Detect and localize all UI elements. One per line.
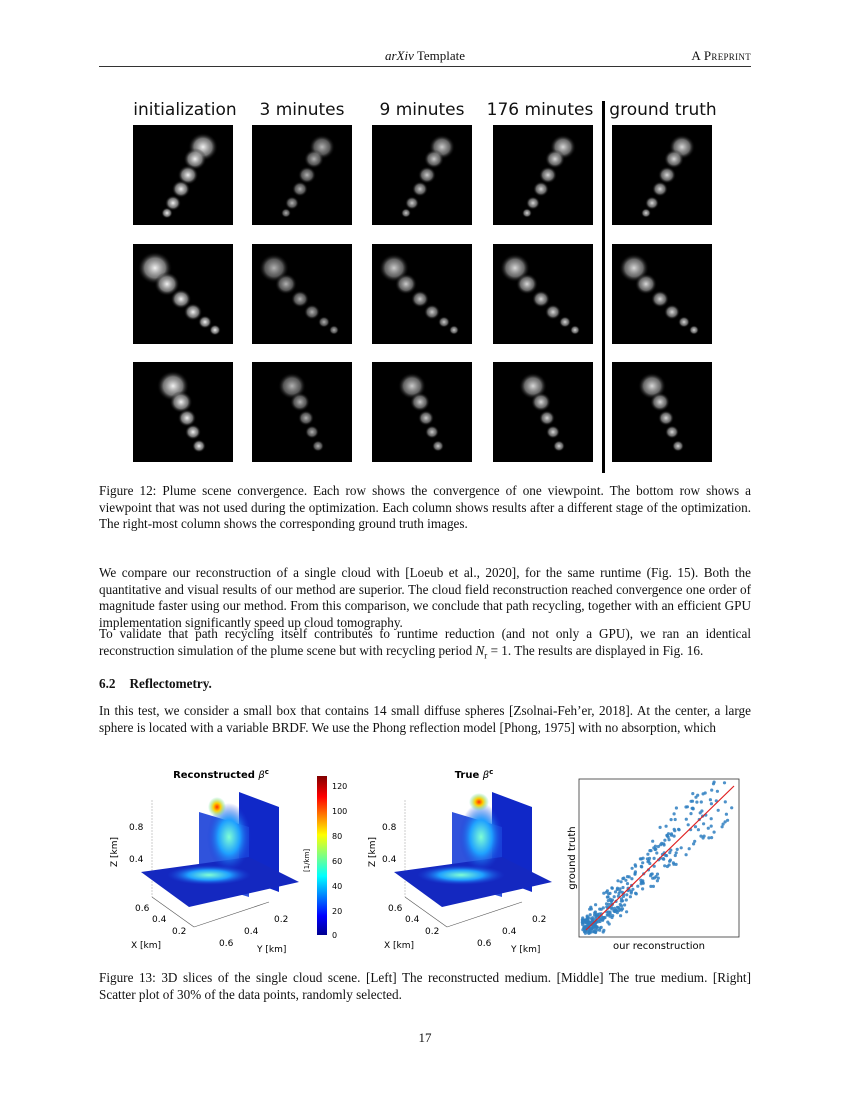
scatter-point	[695, 801, 698, 804]
scatter-point	[593, 930, 596, 933]
scatter-point	[629, 895, 632, 898]
scatter-point	[689, 812, 692, 815]
scatter-point	[639, 879, 642, 882]
column-title-176-minutes: 176 minutes	[486, 100, 594, 120]
scatter-point	[675, 863, 678, 866]
figure-13	[99, 762, 751, 962]
scatter-point	[636, 885, 639, 888]
scatter-point	[723, 781, 726, 784]
scatter-point	[696, 794, 699, 797]
mid-x-tick-0.2: 0.2	[425, 927, 440, 937]
plume-image-r1-c2	[252, 125, 352, 225]
scatter-point	[655, 851, 658, 854]
scatter-point	[640, 865, 643, 868]
paragraph-reflectometry: In this test, we consider a small box that contains 14 small diffuse spheres [Zsolnai-Feh’er, 2018]. At the center, a large sphere is located with a variable BRDF. We use the Phong reflection model [Phong, 1975] with no absorption, which	[99, 703, 751, 735]
scatter-point	[651, 877, 654, 880]
scatter-point	[691, 807, 694, 810]
scatter-point	[710, 789, 713, 792]
y-axis-label: Y [km]	[257, 945, 287, 955]
scatter-point	[602, 906, 605, 909]
figure-12	[125, 95, 725, 475]
scatter-point	[657, 877, 660, 880]
scatter-point	[608, 892, 611, 895]
true-3d-slices	[368, 768, 552, 955]
scatter-point	[605, 891, 608, 894]
mid-x-tick-0.4: 0.4	[405, 915, 420, 925]
scatter-point	[589, 913, 592, 916]
z-tick-0.8: 0.8	[129, 823, 144, 833]
plume-image-r2-c1	[133, 244, 233, 344]
scatter-point	[649, 874, 652, 877]
scatter-point	[614, 890, 617, 893]
scatter-point	[678, 828, 681, 831]
scatter-point	[621, 877, 624, 880]
column-title-ground-truth: ground truth	[609, 100, 717, 120]
scatter-point	[730, 806, 733, 809]
scatter-point	[634, 870, 637, 873]
scatter-point	[699, 835, 702, 838]
scatter-point	[670, 832, 673, 835]
scatter-point	[641, 887, 644, 890]
scatter-point	[641, 861, 644, 864]
scatter-point	[726, 819, 729, 822]
scatter-point	[659, 826, 662, 829]
scatter-point	[649, 885, 652, 888]
plume-image-r1-c5	[612, 125, 712, 225]
scatter-point	[603, 916, 606, 919]
scatter-point	[669, 859, 672, 862]
plume-image-r1-c4	[493, 125, 593, 225]
scatter-point	[616, 906, 619, 909]
scatter-point	[631, 888, 634, 891]
x-tick-0.2: 0.2	[172, 927, 187, 937]
scatter-point	[702, 822, 705, 825]
colorbar-tick-80: 80	[332, 832, 343, 841]
x-axis-label: X [km]	[131, 941, 162, 951]
column-title-initialization: initialization	[133, 100, 237, 120]
scatter-point	[673, 812, 676, 815]
scatter-point	[687, 823, 690, 826]
scatter-point	[630, 877, 633, 880]
plume-image-r3-c2	[252, 362, 352, 462]
middle-plot-title: True $\beta^c$	[454, 768, 494, 781]
scatter-point	[595, 925, 598, 928]
header-title: arXiv Template	[384, 48, 466, 63]
scatter-point	[625, 898, 628, 901]
mid-y-tick-0.2: 0.2	[532, 915, 547, 925]
plume-image-r3-c3	[372, 362, 472, 462]
scatter-point	[697, 828, 700, 831]
scatter-point	[600, 926, 603, 929]
scatter-point	[666, 834, 669, 837]
scatter-point	[634, 865, 637, 868]
scatter-point	[648, 849, 651, 852]
scatter-point	[676, 848, 679, 851]
header-preprint-label: A Preprint	[691, 48, 751, 63]
scatter-point	[675, 806, 678, 809]
scatter-point	[717, 809, 720, 812]
scatter-point	[724, 800, 727, 803]
scatter-point	[623, 903, 626, 906]
column-divider	[602, 101, 605, 473]
colorbar	[303, 776, 347, 940]
scatter-point	[646, 853, 649, 856]
scatter-point	[625, 910, 628, 913]
scatter-point	[639, 857, 642, 860]
scatter-point	[663, 864, 666, 867]
scatter-point	[673, 829, 676, 832]
scatter-point	[680, 846, 683, 849]
scatter-point	[642, 857, 645, 860]
scatter-point	[616, 879, 619, 882]
scatter-point	[700, 800, 703, 803]
scatter-point	[670, 818, 673, 821]
scatter-point	[621, 886, 624, 889]
scatter-point	[674, 818, 677, 821]
scatter-point	[626, 875, 629, 878]
scatter-y-label: ground truth	[567, 826, 578, 890]
paragraph-recycling: To validate that path recycling itself contributes to runtime reduction (and not only a GPU), we ran an identical reconstruction simulation of the plume scene but with recycling period $N_r = 1$. The results are displayed in Fig. 16.	[99, 626, 751, 661]
mid-y-tick-0.4: 0.4	[502, 927, 517, 937]
scatter-point	[626, 882, 629, 885]
scatter-point	[707, 836, 710, 839]
scatter-point	[651, 840, 654, 843]
scatter-point	[713, 831, 716, 834]
colorbar-tick-100: 100	[332, 807, 348, 816]
scatter-point	[594, 903, 597, 906]
scatter-point	[685, 818, 688, 821]
z-tick-0.4: 0.4	[129, 855, 144, 865]
scatter-point	[606, 896, 609, 899]
y-tick-0.2: 0.2	[274, 915, 289, 925]
mid-z-tick-0.8: 0.8	[382, 823, 397, 833]
scatter-point	[582, 920, 585, 923]
colorbar-tick-120: 120	[332, 782, 348, 791]
scatter-point	[722, 823, 725, 826]
plume-image-r3-c4	[493, 362, 593, 462]
scatter-point	[691, 792, 694, 795]
scatter-point	[693, 840, 696, 843]
scatter-point	[663, 839, 666, 842]
plume-image-r1-c3	[372, 125, 472, 225]
x-tick-0.6: 0.6	[135, 904, 150, 914]
scatter-point	[653, 857, 656, 860]
scatter-point	[620, 904, 623, 907]
scatter-point	[610, 900, 613, 903]
scatter-point	[690, 800, 693, 803]
scatter-point	[607, 903, 610, 906]
scatter-point	[618, 890, 621, 893]
scatter-point	[710, 817, 713, 820]
figure-12-caption: Figure 12: Plume scene convergence. Each row shows the convergence of one viewpoint. The bottom row shows a viewpoint that was not used during the optimization. Each column shows results after a different stage of the optimization. The right-most column shows the corresponding ground truth images.	[99, 483, 751, 531]
colorbar-unit-label: [1/km]	[303, 848, 311, 872]
scatter-point	[662, 858, 665, 861]
scatter-point	[672, 861, 675, 864]
scatter-point	[593, 913, 596, 916]
scatter-point	[709, 798, 712, 801]
scatter-point	[703, 835, 706, 838]
y-tick-0.6: 0.6	[219, 939, 234, 949]
scatter-point	[620, 880, 623, 883]
scatter-point	[725, 813, 728, 816]
reconstructed-3d-slices	[110, 768, 299, 955]
colorbar-tick-40: 40	[332, 882, 343, 891]
mid-y-axis-label: Y [km]	[511, 945, 541, 955]
scatter-point	[654, 845, 657, 848]
scatter-point	[631, 867, 634, 870]
scatter-point	[668, 863, 671, 866]
scatter-point	[665, 825, 668, 828]
scatter-point	[606, 921, 609, 924]
scatter-point	[619, 914, 622, 917]
mid-x-tick-0.6: 0.6	[388, 904, 403, 914]
z-axis-label: Z [km]	[110, 836, 120, 867]
plume-image-r2-c5	[612, 244, 712, 344]
colorbar-tick-60: 60	[332, 857, 343, 866]
scatter-point	[625, 893, 628, 896]
x-tick-0.4: 0.4	[152, 915, 167, 925]
scatter-point	[684, 805, 687, 808]
scatter-point	[674, 854, 677, 857]
scatter-point	[635, 892, 638, 895]
mid-z-axis-label: Z [km]	[368, 836, 378, 867]
scatter-point	[608, 911, 611, 914]
scatter-point	[704, 791, 707, 794]
plume-image-r2-c4	[493, 244, 593, 344]
plume-image-r2-c2	[252, 244, 352, 344]
scatter-point	[607, 899, 610, 902]
colorbar-tick-0: 0	[332, 931, 338, 940]
mid-y-tick-0.6: 0.6	[477, 939, 492, 949]
plume-image-r2-c3	[372, 244, 472, 344]
scatter-point	[620, 897, 623, 900]
section-heading: 6.2 Reflectometry.	[99, 676, 212, 691]
scatter-point	[663, 843, 666, 846]
y-tick-0.4: 0.4	[244, 927, 259, 937]
figure-13-caption: Figure 13: 3D slices of the single cloud scene. [Left] The reconstructed medium. [Middle] The true medium. [Right] Scatter plot of 30% of the data points, randomly selected.	[99, 970, 751, 1002]
paragraph-comparison: We compare our reconstruction of a single cloud with [Loeub et al., 2020], for the same runtime (Fig. 15). Both the quantitative and visual results of our method are superior. The cloud field reconstruction reached convergence one order of magnitude faster using our method. From this comparison, we conclude that path recycling, together with an efficient GPU implementation significantly speed up cloud tomography.	[99, 565, 751, 630]
scatter-plot	[567, 779, 739, 952]
colorbar-gradient	[317, 776, 327, 935]
scatter-point	[713, 781, 716, 784]
mid-x-axis-label: X [km]	[384, 941, 415, 951]
plume-image-r3-c5	[612, 362, 712, 462]
scatter-point	[586, 931, 589, 934]
scatter-point	[588, 908, 591, 911]
colorbar-tick-20: 20	[332, 907, 343, 916]
scatter-point	[710, 825, 713, 828]
scatter-point	[588, 916, 591, 919]
scatter-point	[584, 925, 587, 928]
scatter-point	[617, 909, 620, 912]
scatter-point	[688, 847, 691, 850]
running-header	[99, 48, 751, 67]
scatter-point	[640, 882, 643, 885]
scatter-point	[588, 921, 591, 924]
plume-image-r1-c1	[133, 125, 233, 225]
scatter-point	[707, 827, 710, 830]
scatter-point	[602, 930, 605, 933]
scatter-point	[611, 887, 614, 890]
plume-image-r3-c1	[133, 362, 233, 462]
scatter-point	[613, 895, 616, 898]
scatter-point	[685, 853, 688, 856]
mid-z-tick-0.4: 0.4	[382, 855, 397, 865]
scatter-point	[700, 809, 703, 812]
left-plot-title: Reconstructed $\beta^c$	[173, 768, 269, 781]
scatter-point	[716, 790, 719, 793]
scatter-x-label: our reconstruction	[613, 941, 705, 952]
column-title-3-minutes: 3 minutes	[259, 100, 345, 120]
scatter-point	[656, 873, 659, 876]
scatter-point	[616, 887, 619, 890]
scatter-point	[647, 859, 650, 862]
scatter-point	[694, 825, 697, 828]
scatter-point	[710, 802, 713, 805]
column-title-9-minutes: 9 minutes	[379, 100, 465, 120]
scatter-point	[612, 909, 615, 912]
scatter-point	[710, 836, 713, 839]
page-number: 17	[418, 1030, 432, 1045]
